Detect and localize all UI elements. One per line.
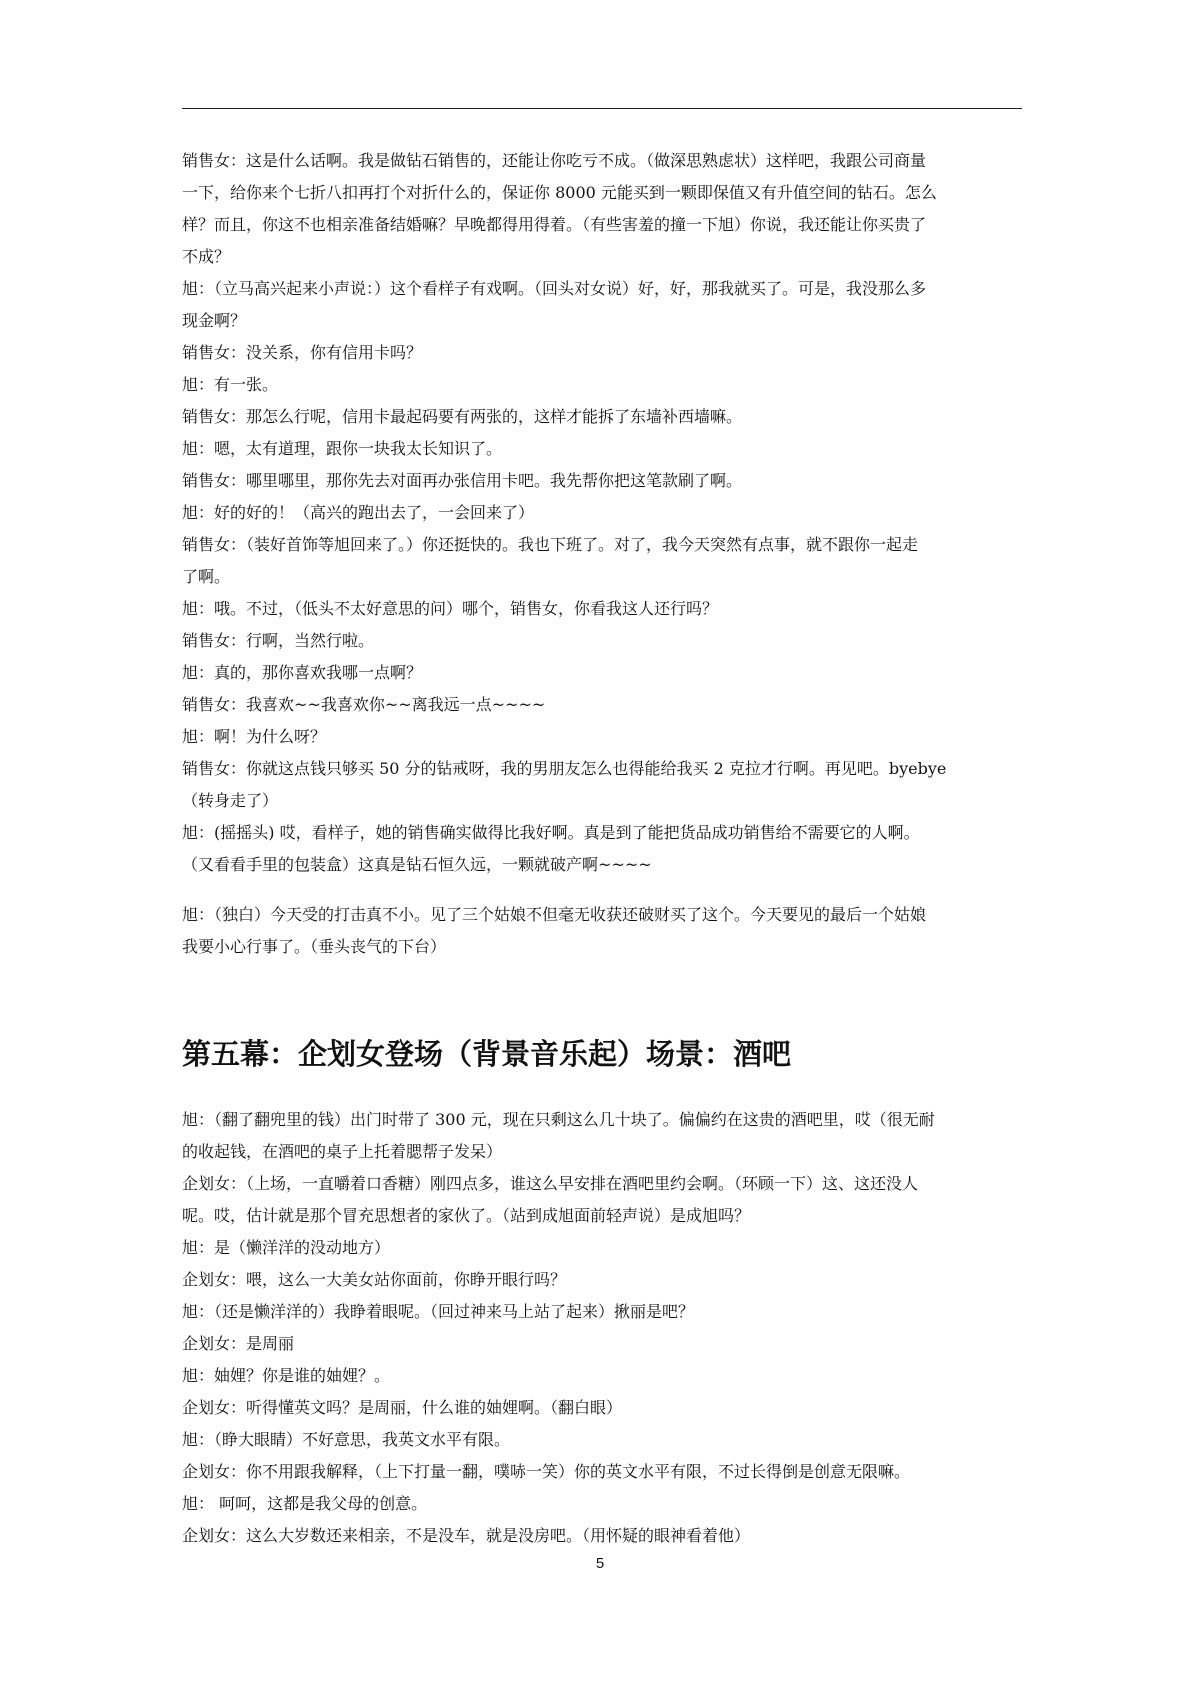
dialogue-line: 旭：（翻了翻兜里的钱）出门时带了 300 元，现在只剩这么几十块了。偏偏约在这贵的酒吧里，哎（很无耐 <box>182 1110 935 1129</box>
header-rule <box>182 108 1022 109</box>
dialogue-line: 企划女：（上场，一直嚼着口香糖）刚四点多，谁这么早安排在酒吧里约会啊。（环顾一下）这、这还没人 <box>182 1174 919 1193</box>
dialogue-line: 旭：好的好的！（高兴的跑出去了，一会回来了） <box>182 503 535 522</box>
dialogue-line: 销售女：我喜欢~~我喜欢你~~离我远一点~~~~ <box>182 695 546 714</box>
dialogue-line: 旭：真的，那你喜欢我哪一点啊？ <box>182 663 423 682</box>
dialogue-line: 旭：哦。不过，（低头不太好意思的问）哪个，销售女，你看我这人还行吗？ <box>182 599 719 618</box>
dialogue-line: 销售女：你就这点钱只够买 50 分的钻戒呀，我的男朋友怎么也得能给我买 2 克拉才行啊。再见吧。byebye <box>182 759 947 778</box>
dialogue-line: 销售女：（装好首饰等旭回来了。）你还挺快的。我也下班了。对了，我今天突然有点事，就不跟你一起走 <box>182 535 919 554</box>
dialogue-line: 现金啊？ <box>182 311 247 330</box>
dialogue-line: 企划女：你不用跟我解释，（上下打量一翻，噗哧一笑）你的英文水平有限，不过长得倒是创意无限嘛。 <box>182 1462 911 1481</box>
dialogue-line: 销售女：没关系，你有信用卡吗？ <box>182 343 423 362</box>
dialogue-line: 销售女：行啊，当然行啦。 <box>182 631 375 650</box>
dialogue-line: 销售女：哪里哪里，那你先去对面再办张信用卡吧。我先帮你把这笔款刷了啊。 <box>182 471 743 490</box>
dialogue-line: 旭：是（懒洋洋的没动地方） <box>182 1238 391 1257</box>
dialogue-line: 销售女：那怎么行呢，信用卡最起码要有两张的，这样才能拆了东墙补西墙嘛。 <box>182 407 743 426</box>
dialogue-line: 一下，给你来个七折八扣再打个对折什么的，保证你 8000 元能买到一颗即保值又有升值空间的钻石。怎么 <box>182 183 937 202</box>
dialogue-line: 的收起钱，在酒吧的桌子上托着腮帮子发呆） <box>182 1142 503 1161</box>
dialogue-line: 销售女：这是什么话啊。我是做钻石销售的，还能让你吃亏不成。（做深思熟虑状）这样吧，我跟公司商量 <box>182 151 927 170</box>
dialogue-block-2 <box>182 1104 1022 1552</box>
dialogue-line: 旭：（独白）今天受的打击真不小。见了三个姑娘不但毫无收获还破财买了这个。今天要见的最后一个姑娘 <box>182 905 927 924</box>
dialogue-line: 旭：啊！为什么呀？ <box>182 727 327 746</box>
page-number: 5 <box>595 1555 605 1572</box>
dialogue-line: 不成？ <box>182 247 231 266</box>
dialogue-line: 样？而且，你这不也相亲准备结婚嘛？早晚都得用得着。（有些害羞的撞一下旭）你说，我还能让你买贵了 <box>182 215 927 234</box>
dialogue-line: 了啊。 <box>182 567 231 586</box>
dialogue-line: 呢。哎，估计就是那个冒充思想者的家伙了。（站到成旭面前轻声说）是成旭吗？ <box>182 1206 751 1225</box>
dialogue-line: 旭： 呵呵，这都是我父母的创意。 <box>182 1494 428 1513</box>
dialogue-block-1 <box>182 145 1022 881</box>
dialogue-line: 企划女：喂，这么一大美女站你面前，你睁开眼行吗？ <box>182 1270 567 1289</box>
dialogue-line: （转身走了） <box>182 791 279 810</box>
dialogue-line: 旭：（立马高兴起来小声说：）这个看样子有戏啊。（回头对女说）好，好，那我就买了。可是，我没那么多 <box>182 279 927 298</box>
dialogue-line: 企划女：听得懂英文吗？是周丽，什么谁的妯娌啊。（翻白眼） <box>182 1398 623 1417</box>
dialogue-line: 旭：妯娌？你是谁的妯娌？。 <box>182 1366 391 1385</box>
dialogue-line: 企划女：这么大岁数还来相亲，不是没车，就是没房吧。（用怀疑的眼神看着他） <box>182 1526 751 1545</box>
dialogue-line: 旭：（还是懒洋洋的）我睁着眼呢。（回过神来马上站了起来）揪丽是吧？ <box>182 1302 695 1321</box>
monologue-block <box>182 899 1022 963</box>
dialogue-line: 我要小心行事了。（垂头丧气的下台） <box>182 937 447 956</box>
scene-heading: 第五幕：企划女登场（背景音乐起）场景：酒吧 <box>182 1037 792 1071</box>
dialogue-line: 旭：（睁大眼睛）不好意思，我英文水平有限。 <box>182 1430 511 1449</box>
dialogue-line: （又看看手里的包装盒）这真是钻石恒久远，一颗就破产啊~~~~ <box>182 855 652 874</box>
dialogue-line: 企划女：是周丽 <box>182 1334 295 1353</box>
dialogue-line: 旭：(摇摇头) 哎，看样子，她的销售确实做得比我好啊。真是到了能把货品成功销售给不需要它的人啊。 <box>182 823 920 842</box>
dialogue-line: 旭：嗯，太有道理，跟你一块我太长知识了。 <box>182 439 503 458</box>
dialogue-line: 旭：有一张。 <box>182 375 279 394</box>
